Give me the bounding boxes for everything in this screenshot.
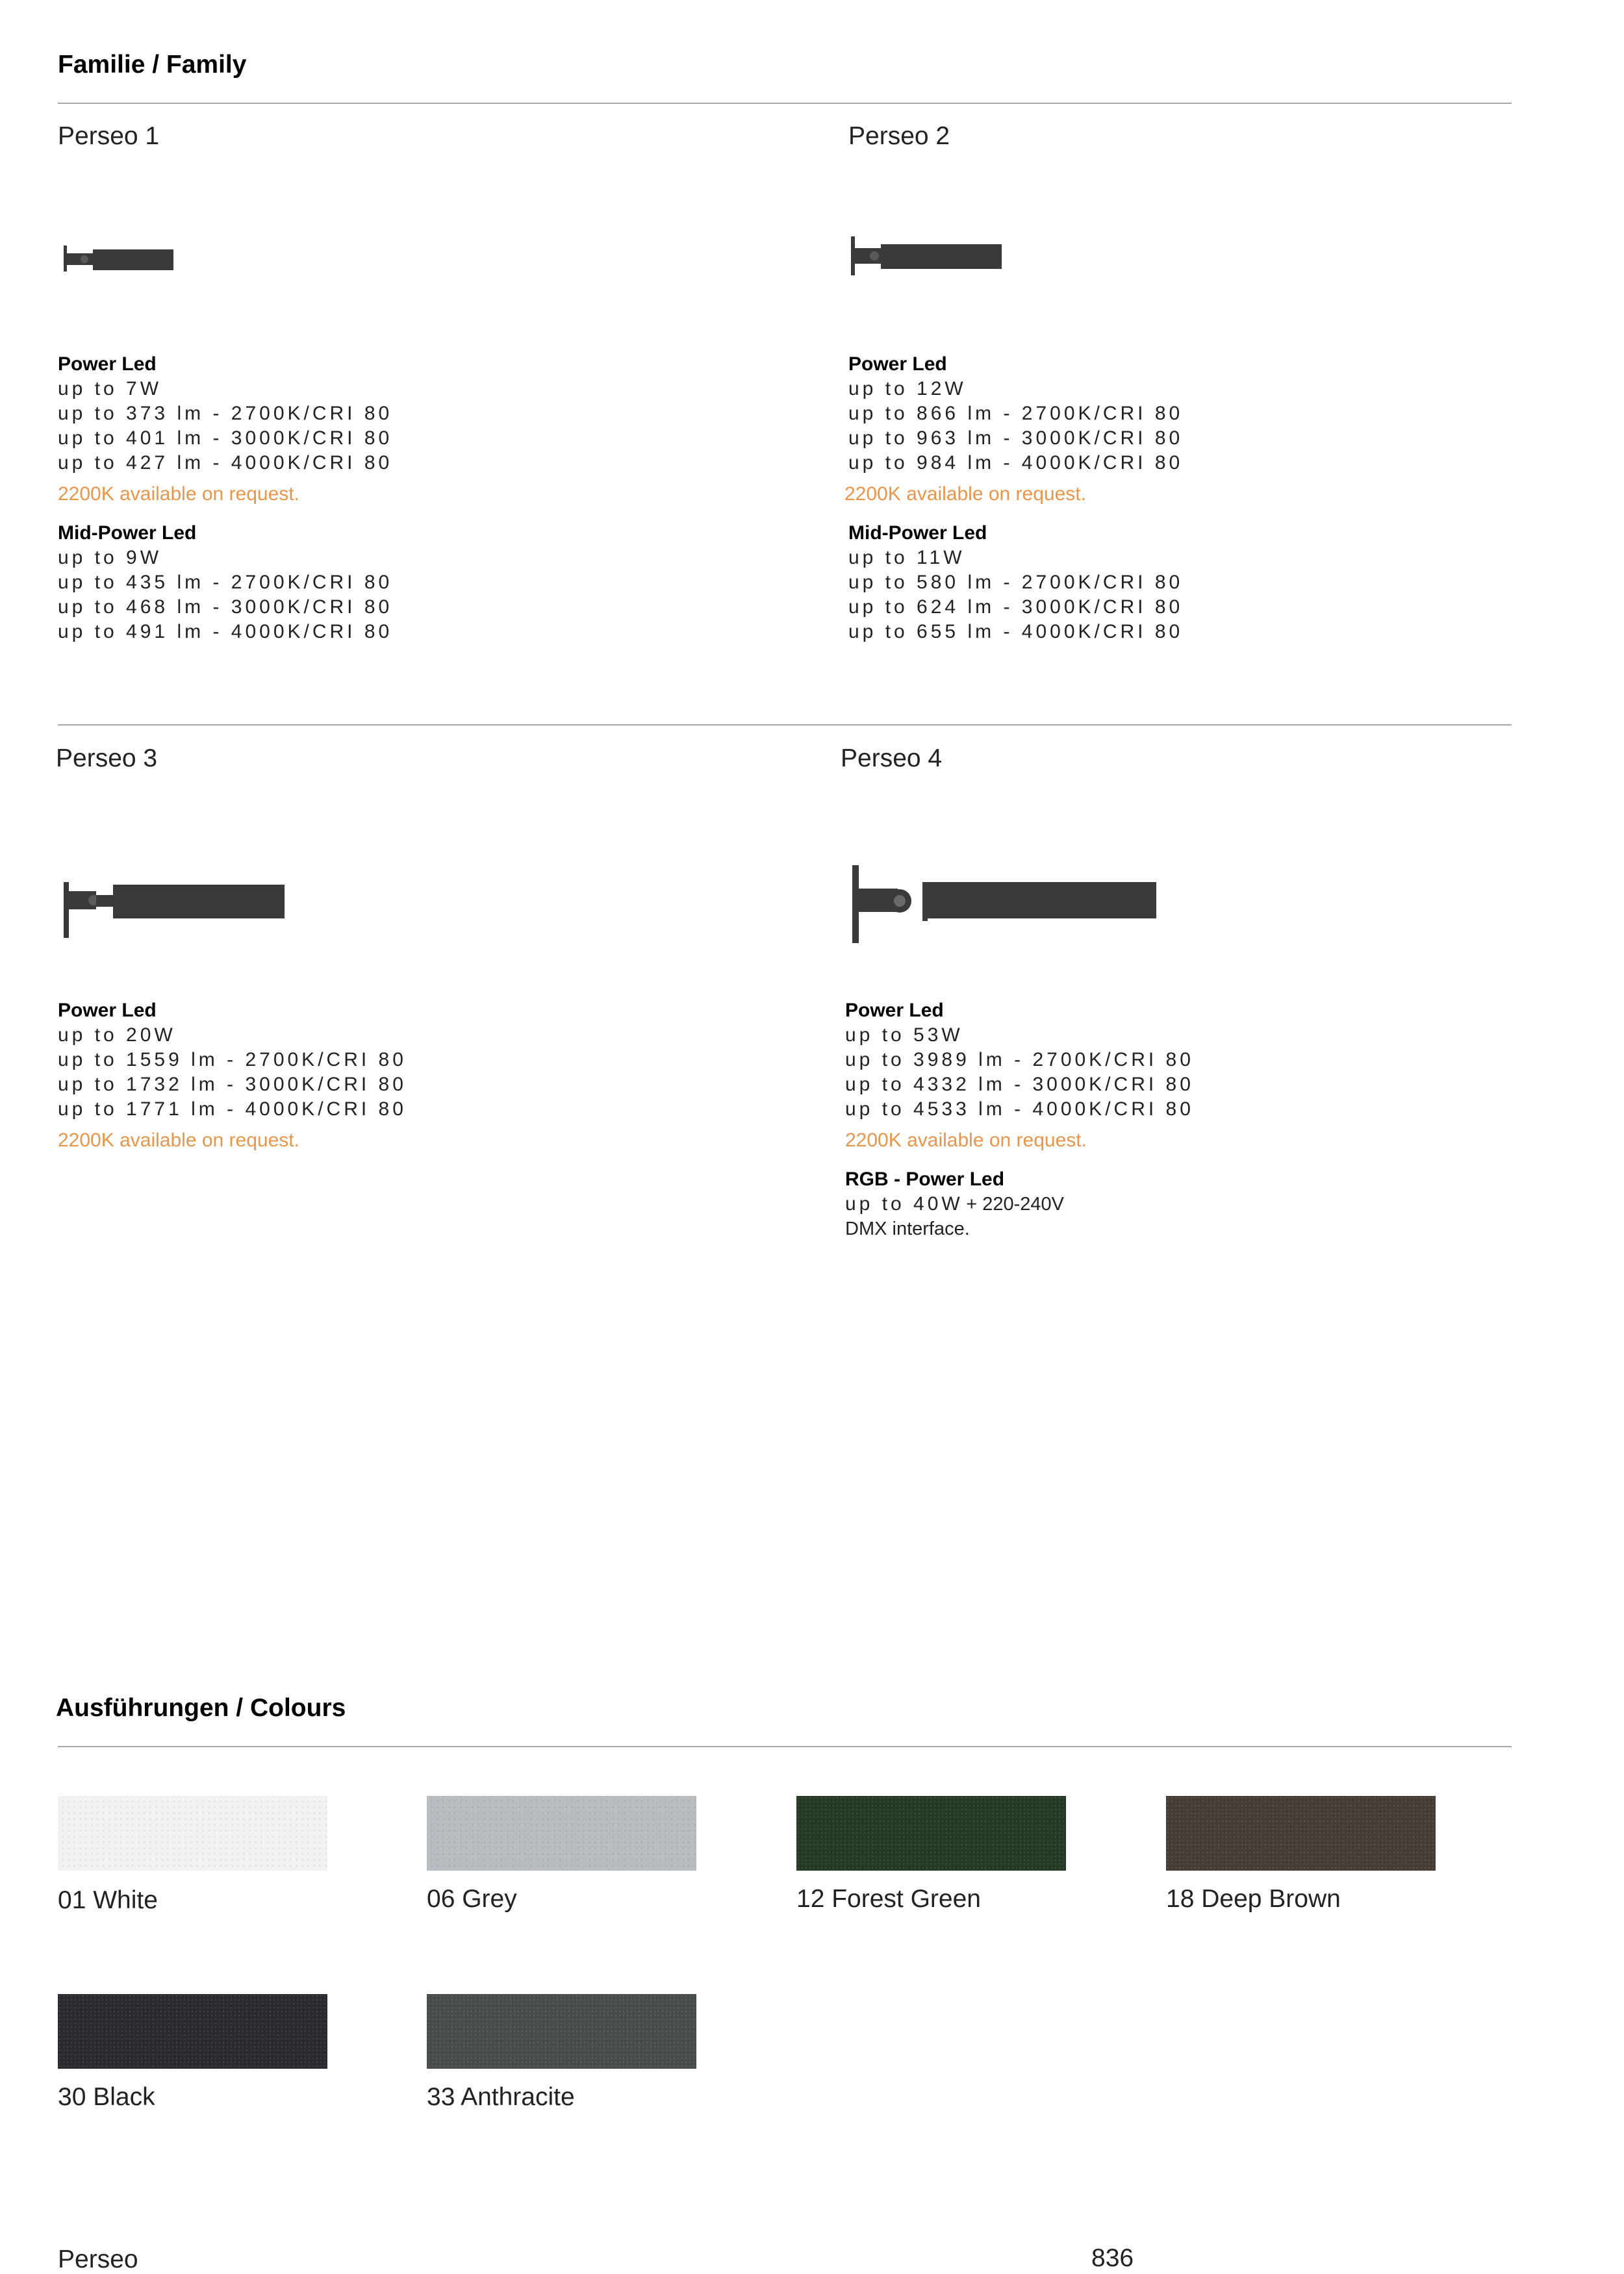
swatch-label: 12 Forest Green <box>796 1885 981 1913</box>
swatch-label: 33 Anthracite <box>427 2083 575 2111</box>
perseo-2-lamp-image <box>850 235 1006 281</box>
spec-line: up to 373 lm - 2700K/CRI 80 <box>58 403 393 424</box>
spec-line: up to 1771 lm - 4000K/CRI 80 <box>58 1098 407 1120</box>
spec-line: up to 984 lm - 4000K/CRI 80 <box>848 452 1184 474</box>
spec-line: up to 866 lm - 2700K/CRI 80 <box>848 403 1184 424</box>
spec-line-group <box>845 1192 1194 1217</box>
swatch-deep-brown <box>1166 1796 1436 1871</box>
spec-note: 2200K available on request. <box>58 483 299 505</box>
spec-line: up to 11W <box>848 547 965 568</box>
spec-label: Power Led <box>58 1000 157 1021</box>
spec-line: up to 20W <box>58 1024 176 1046</box>
swatch-label: 06 Grey <box>427 1885 517 1913</box>
perseo-3-specs <box>58 998 407 1153</box>
family-divider <box>58 103 1512 104</box>
swatch-black <box>58 1994 327 2069</box>
family-heading: Familie / Family <box>58 51 247 79</box>
spec-note: 2200K available on request. <box>844 483 1086 505</box>
product-title-perseo-3: Perseo 3 <box>56 744 158 772</box>
swatch-label: 30 Black <box>58 2083 155 2111</box>
spec-label: Power Led <box>848 353 947 375</box>
swatch-label: 01 White <box>58 1886 158 1914</box>
perseo-4-lamp-image <box>851 864 1163 948</box>
spec-line: up to 1732 lm - 3000K/CRI 80 <box>58 1074 407 1095</box>
swatch-label: 18 Deep Brown <box>1166 1885 1341 1913</box>
spec-line: up to 40W <box>845 1193 963 1215</box>
product-title-perseo-2: Perseo 2 <box>848 122 950 150</box>
spec-line: DMX interface. <box>845 1219 970 1239</box>
spec-label: Power Led <box>845 1000 944 1021</box>
swatch-grey <box>427 1796 696 1871</box>
spec-line: up to 624 lm - 3000K/CRI 80 <box>848 596 1184 618</box>
spec-label: RGB - Power Led <box>845 1169 1005 1190</box>
spec-line: up to 4332 lm - 3000K/CRI 80 <box>845 1074 1194 1095</box>
spec-line: up to 427 lm - 4000K/CRI 80 <box>58 452 393 474</box>
spec-note: 2200K available on request. <box>845 1130 1087 1151</box>
spec-line: + 220-240V <box>966 1194 1064 1215</box>
spec-line: up to 53W <box>845 1024 963 1046</box>
spec-line: up to 12W <box>848 378 967 399</box>
product-title-perseo-4: Perseo 4 <box>841 744 943 772</box>
footer-family-name: Perseo <box>58 2245 138 2273</box>
perseo-1-lamp-image <box>62 244 179 277</box>
spec-line: up to 655 lm - 4000K/CRI 80 <box>848 621 1184 642</box>
colours-divider <box>58 1746 1512 1747</box>
spec-line: up to 491 lm - 4000K/CRI 80 <box>58 621 393 642</box>
spec-line: up to 435 lm - 2700K/CRI 80 <box>58 572 393 593</box>
perseo-4-specs <box>845 998 1194 1241</box>
colours-heading: Ausführungen / Colours <box>56 1694 346 1722</box>
spec-line: up to 401 lm - 3000K/CRI 80 <box>58 427 393 449</box>
spec-line: up to 4533 lm - 4000K/CRI 80 <box>845 1098 1194 1120</box>
spec-line: up to 468 lm - 3000K/CRI 80 <box>58 596 393 618</box>
family-divider-2 <box>58 724 1512 726</box>
perseo-2-specs <box>844 352 1184 644</box>
spec-line: up to 1559 lm - 2700K/CRI 80 <box>58 1049 407 1070</box>
spec-label: Mid-Power Led <box>848 522 987 544</box>
footer-page-number: 836 <box>1091 2244 1134 2272</box>
perseo-1-specs <box>58 352 392 644</box>
spec-note: 2200K available on request. <box>58 1130 299 1151</box>
product-title-perseo-1: Perseo 1 <box>58 122 160 150</box>
spec-line: up to 963 lm - 3000K/CRI 80 <box>848 427 1184 449</box>
spec-line: up to 7W <box>58 378 162 399</box>
spec-label: Power Led <box>58 353 157 375</box>
swatch-white <box>58 1796 327 1871</box>
spec-line: up to 3989 lm - 2700K/CRI 80 <box>845 1049 1194 1070</box>
spec-label: Mid-Power Led <box>58 522 197 544</box>
spec-line: up to 580 lm - 2700K/CRI 80 <box>848 572 1184 593</box>
swatch-anthracite <box>427 1994 696 2069</box>
spec-line: up to 9W <box>58 547 162 568</box>
perseo-3-lamp-image <box>62 877 290 942</box>
swatch-forest-green <box>796 1796 1066 1871</box>
